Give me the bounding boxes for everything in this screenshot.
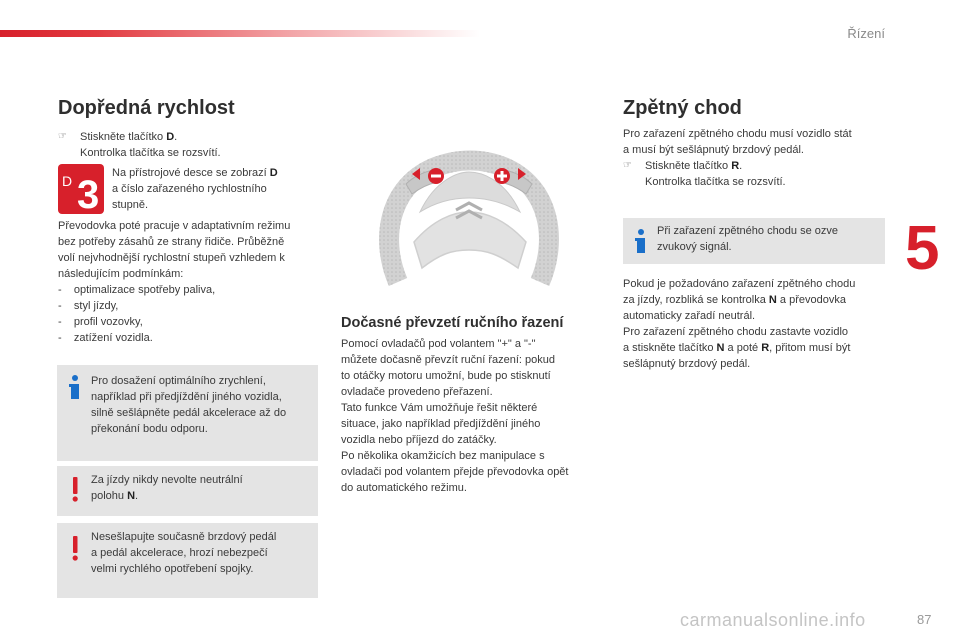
arrow-bullet-icon: ☞ (58, 131, 67, 142)
list-item: - profil vozovky, (58, 316, 143, 328)
warning-icon (66, 535, 84, 561)
forward-paragraph: Převodovka poté pracuje v adaptativním režimu bez potřeby zásahů ze strany řidiče. Průběžně volí nejvhodnější rychlostní stupeň vzhledem k následujícím podmínkám: - optimalizace spotřeby paliva, - styl jízdy, - profil vozovky, - zatížení vozidla. (58, 218, 320, 346)
info-icon (66, 374, 84, 400)
forward-title: Dopředná rychlost (58, 97, 235, 119)
warning-box-neutral: Za jízdy nikdy nevolte neutrální polohu N. (57, 466, 318, 516)
gear-display-icon (58, 164, 104, 214)
header-accent-bar (0, 30, 480, 37)
list-item: - optimalizace spotřeby paliva, (58, 284, 216, 296)
manual-title: Dočasné převzetí ručního řazení (341, 315, 564, 331)
badge-letter: D (62, 173, 73, 189)
warning-icon (66, 476, 84, 502)
reverse-paragraph: Pokud je požadováno zařazení zpětného chodu za jízdy, rozbliká se kontrolka N a převodovka automaticky zařadí neutrál. Pro zařazení zpětného chodu zastavte vozidlo a stiskněte tlačítko N a poté R, přitom musí být sešlápnutý brzdový pedál. (623, 278, 856, 370)
info-icon (632, 228, 650, 254)
reverse-title: Zpětný chod (623, 97, 742, 119)
reverse-intro: Pro zařazení zpětného chodu musí vozidlo stát a musí být sešlápnutý brzdový pedál. ☞ Stiskněte tlačítko R. Kontrolka tlačítka se rozsvítí. (623, 128, 852, 188)
forward-step-1: ☞ Stiskněte tlačítko D. Kontrolka tlačítka se rozsvítí. (58, 131, 221, 159)
section-label: Řízení (847, 26, 885, 41)
arrow-bullet-icon: ☞ (623, 160, 632, 171)
list-item: - styl jízdy, (58, 300, 119, 312)
chapter-number: 5 (905, 214, 940, 283)
page-number: 87 (917, 612, 932, 627)
warning-box-pedals: Nesešlapujte současně brzdový pedál a pedál akcelerace, hrozí nebezpečí velmi rychlého opotřebení spojky. (57, 523, 318, 598)
info-box-reverse: Při zařazení zpětného chodu se ozve zvukový signál. (623, 218, 885, 264)
steering-wheel-illustration (378, 150, 560, 290)
manual-paragraph: Pomocí ovladačů pod volantem "+" a "-" můžete dočasně převzít ruční řazení: pokud to otáčky motoru umožní, bude po stisknutí ovladače provedeno přeřazení. Tato funkce Vám umožňuje řešit některé situace, jako například předjíždění jiného vozidla nebo příjezd do zatáčky. Po několika okamžicích bez manipulace s ovladači pod volantem přejde převodovka opět do automatického režimu. (341, 338, 569, 494)
info-box-acceleration: Pro dosažení optimálního zrychlení, například při předjíždění jiného vozidla, silně sešlápněte pedál akcelerace až do překonání bodu odporu. (57, 365, 318, 461)
display-description: Na přístrojové desce se zobrazí D a číslo zařazeného rychlostního stupně. (112, 167, 278, 211)
watermark: carmanualsonline.info (680, 610, 866, 630)
badge-number: 3 (77, 173, 100, 214)
list-item: - zatížení vozidla. (58, 332, 153, 344)
